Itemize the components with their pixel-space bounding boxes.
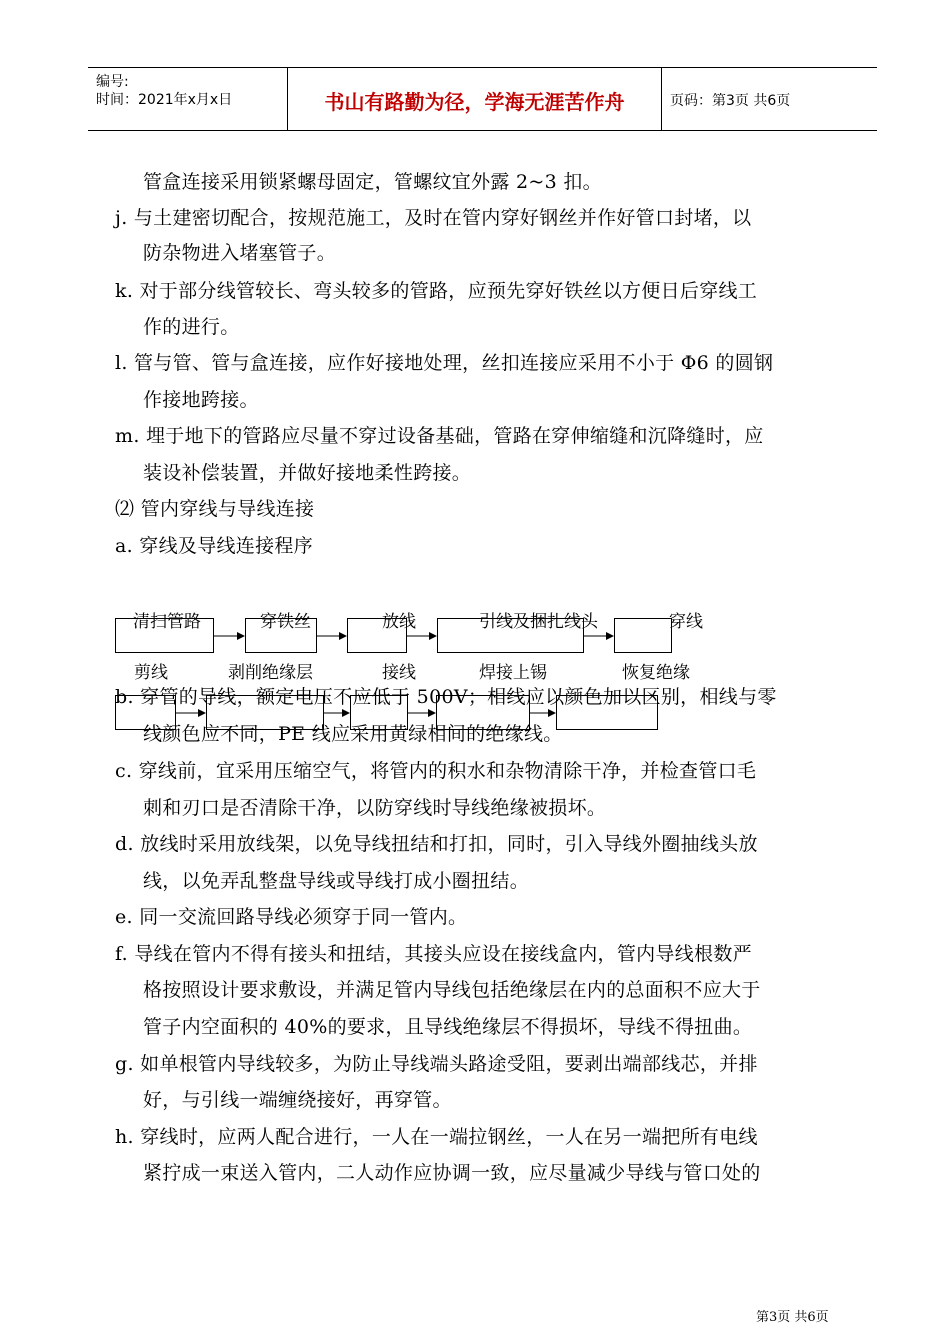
- body-line: l. 管与管、管与盒连接，应作好接地处理，丝扣连接应采用不小于 Φ6 的圆钢: [115, 352, 774, 374]
- body-line: 防杂物进入堵塞管子。: [143, 242, 337, 264]
- body-line: 线颜色应不同，PE 线应采用黄绿相间的绝缘线。: [143, 723, 563, 745]
- body-line: 作接地跨接。: [143, 389, 259, 411]
- flow-step-label: 穿铁丝: [260, 612, 311, 632]
- header-motto: 书山有路勤为径，学海无涯苦作舟: [324, 90, 625, 114]
- body-line: 格按照设计要求敷设，并满足管内导线包括绝缘层在内的总面积不应大于: [143, 979, 761, 1001]
- body-line: b. 穿管的导线，额定电压不应低于 500V；相线应以颜色加以区别，相线与零: [115, 686, 777, 708]
- body-line: g. 如单根管内导线较多，为防止导线端头路途受阻，要剥出端部线芯，并排: [115, 1053, 758, 1075]
- flow-step-label: 接线: [382, 663, 416, 683]
- body-line: f. 导线在管内不得有接头和扭结，其接头应设在接线盒内，管内导线根数严: [115, 943, 752, 965]
- body-line: 好，与引线一端缠绕接好，再穿管。: [143, 1089, 452, 1111]
- flow-step-label: 引线及捆扎线头: [479, 612, 598, 632]
- body-line: d. 放线时采用放线架，以免导线扭结和打扣，同时，引入导线外圈抽线头放: [115, 833, 758, 855]
- body-line: j. 与土建密切配合，按规范施工，及时在管内穿好钢丝并作好管口封堵，以: [115, 207, 752, 229]
- flow-step-label: 清扫管路: [133, 612, 201, 632]
- body-line: 管子内空面积的 40%的要求，且导线绝缘层不得损坏，导线不得扭曲。: [143, 1016, 753, 1038]
- body-line: c. 穿线前，宜采用压缩空气，将管内的积水和杂物清除干净，并检查管口毛: [115, 760, 757, 782]
- header-page-info: 页码：第3页 共6页: [670, 93, 791, 109]
- flow-step-label: 剥削绝缘层: [228, 663, 313, 683]
- body-line: a. 穿线及导线连接程序: [115, 535, 314, 557]
- body-line: h. 穿线时，应两人配合进行，一人在一端拉钢丝，一人在另一端把所有电线: [115, 1126, 758, 1148]
- section-heading: ⑵ 管内穿线与导线连接: [115, 498, 315, 520]
- body-line: k. 对于部分线管较长、弯头较多的管路，应预先穿好铁丝以方便日后穿线工: [115, 280, 758, 302]
- body-line: 管盒连接采用锁紧螺母固定，管螺纹宜外露 2~3 扣。: [143, 171, 602, 193]
- body-line: 装设补偿装置，并做好接地柔性跨接。: [143, 462, 472, 484]
- document-time-label: 时间：2021年x月x日: [96, 92, 233, 108]
- body-line: 刺和刃口是否清除干净，以防穿线时导线绝缘被损坏。: [143, 797, 607, 819]
- flow-step-label: 恢复绝缘: [622, 663, 690, 683]
- body-line: 作的进行。: [143, 316, 240, 338]
- body-line: e. 同一交流回路导线必须穿于同一管内。: [115, 906, 468, 928]
- flow-step-label: 穿线: [669, 612, 703, 632]
- body-line: 线，以免弄乱整盘导线或导线打成小圈扭结。: [143, 870, 530, 892]
- page-footer: 第3页 共6页: [756, 1310, 829, 1325]
- body-line: m. 埋于地下的管路应尽量不穿过设备基础，管路在穿伸缩缝和沉降缝时，应: [115, 425, 764, 447]
- document-number-label: 编号:: [96, 74, 129, 90]
- body-line: 紧拧成一束送入管内，二人动作应协调一致，应尽量减少导线与管口处的: [143, 1162, 761, 1184]
- flow-step-label: 剪线: [134, 663, 168, 683]
- flow-step-label: 焊接上锡: [479, 663, 547, 683]
- flow-step-label: 放线: [382, 612, 416, 632]
